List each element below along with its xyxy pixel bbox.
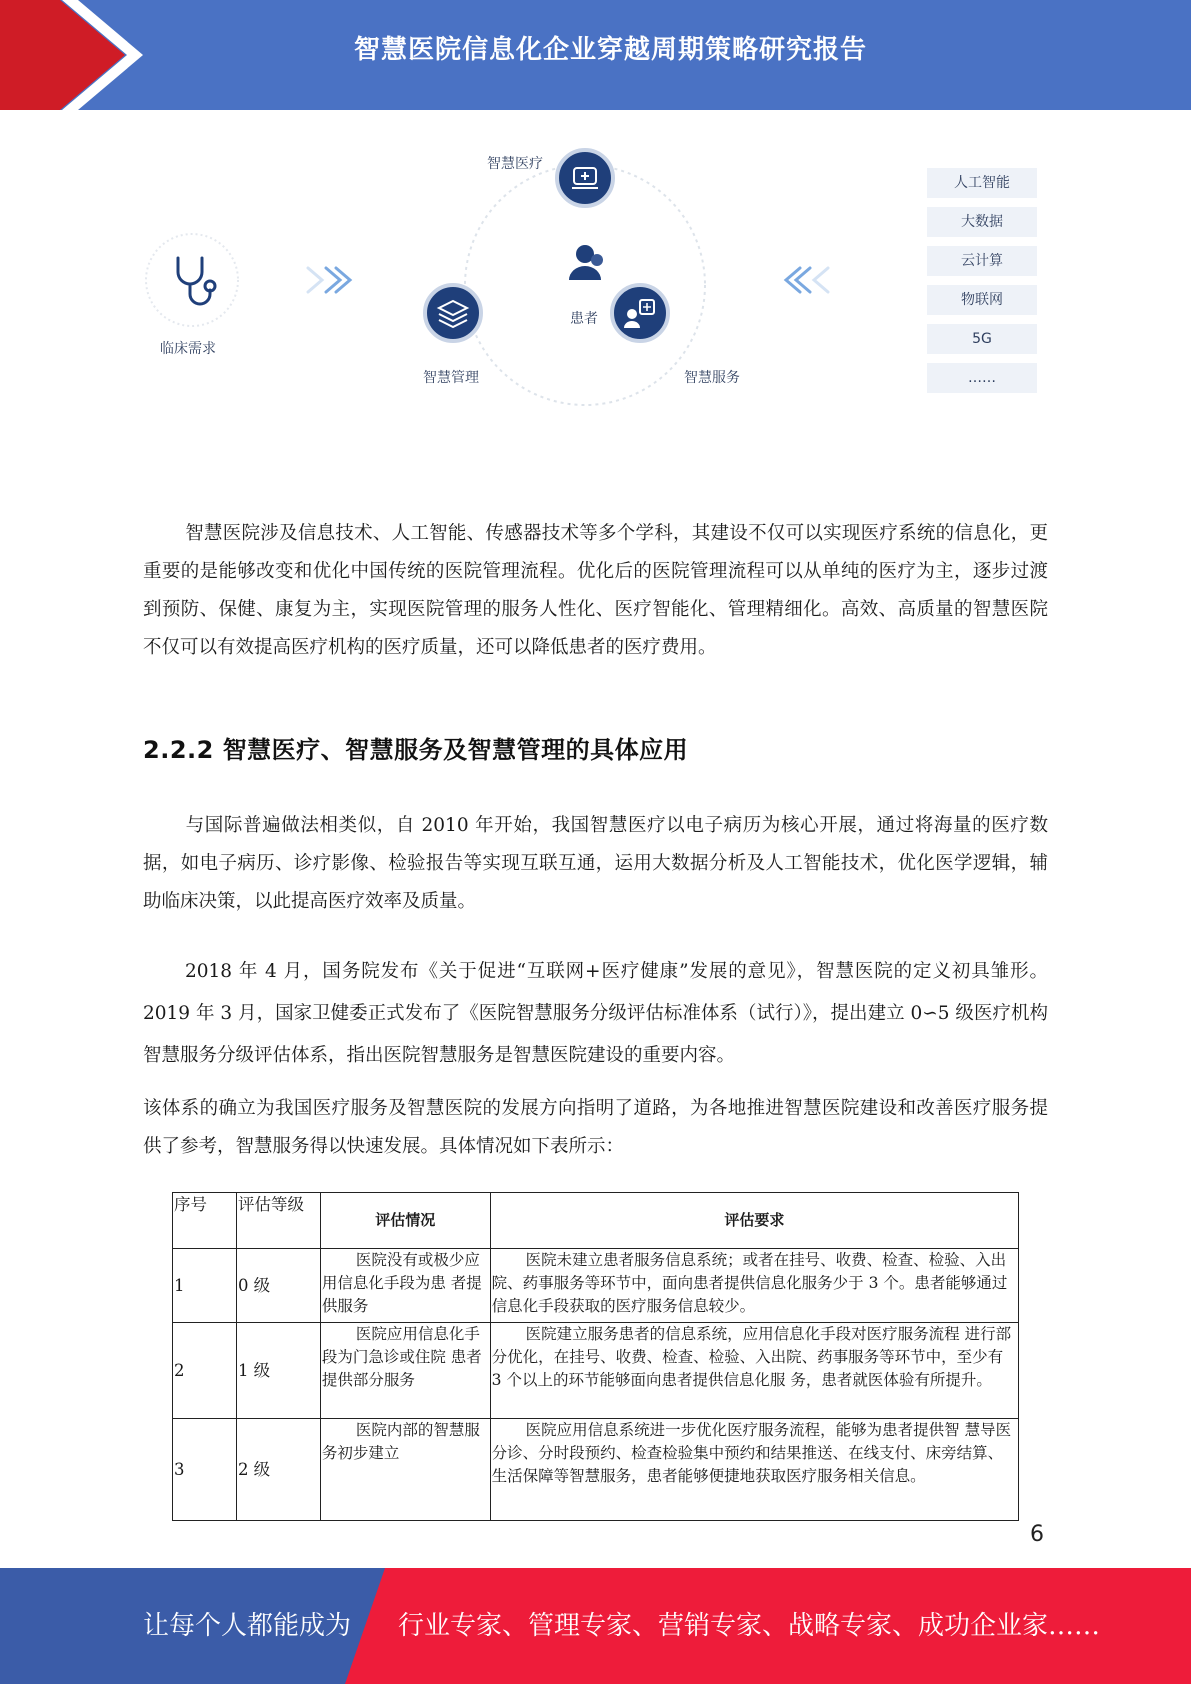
cell-level: 2 级 xyxy=(236,1419,320,1521)
label-clinical-needs: 临床需求 xyxy=(160,341,216,357)
page-number: 6 xyxy=(1030,1522,1044,1547)
table-row xyxy=(173,1323,1019,1419)
smart-hospital-diagram xyxy=(140,130,1060,410)
evaluation-table xyxy=(172,1192,1019,1521)
cell-requirement xyxy=(490,1249,1018,1323)
cell-status xyxy=(320,1323,490,1419)
cell-no: 3 xyxy=(173,1419,237,1521)
label-smart-service: 智慧服务 xyxy=(684,370,740,386)
cell-requirement-text: 医院建立服务患者的信息系统，应用信息化手段对医疗服务流程 进行部分优化，在挂号、收费、检查、检验、入出院、药事服务等环节中，至少有 3 个以上的环节能够面向患者提供信息化服 务，患者就医体验有所提升。 xyxy=(491,1325,1012,1389)
smart-management-icon xyxy=(425,285,481,341)
cell-status-text: 医院没有或极少应 用信息化手段为患 者提供服务 xyxy=(321,1251,482,1315)
cell-requirement xyxy=(490,1323,1018,1419)
cell-status xyxy=(320,1419,490,1521)
paragraph-system-text: 该体系的确立为我国医疗服务及智慧医院的发展方向指明了道路，为各地推进智慧医院建设和改善医疗服务提供了参考，智慧服务得以快速发展。具体情况如下表所示： xyxy=(143,1098,1048,1157)
cell-level: 1 级 xyxy=(236,1323,320,1419)
tech-item-big-data: 大数据 xyxy=(927,207,1037,237)
header-status: 评估情况 xyxy=(320,1193,490,1249)
footer-slogan-right: 行业专家、管理专家、营销专家、战略专家、成功企业家…… xyxy=(398,1611,1101,1641)
table-header-row xyxy=(173,1193,1019,1249)
cell-requirement xyxy=(490,1419,1018,1521)
page-footer xyxy=(0,1568,1191,1684)
label-smart-management: 智慧管理 xyxy=(423,370,479,386)
tech-item-5g: 5G xyxy=(927,324,1037,354)
page-header xyxy=(0,0,1191,110)
header-title: 智慧医院信息化企业穿越周期策略研究报告 xyxy=(353,35,867,65)
cell-status-text: 医院内部的智慧服 务初步建立 xyxy=(321,1421,480,1462)
diagram-graphics xyxy=(140,130,1060,410)
header-requirement: 评估要求 xyxy=(490,1193,1018,1249)
section-heading: 2.2.2 智慧医疗、智慧服务及智慧管理的具体应用 xyxy=(143,736,689,764)
smart-medical-icon xyxy=(557,150,613,206)
cell-level: 0 级 xyxy=(236,1249,320,1323)
table-row xyxy=(173,1419,1019,1521)
table-row xyxy=(173,1249,1019,1323)
cell-requirement-text: 医院未建立患者服务信息系统；或者在挂号、收费、检查、检验、入出院、药事服务等环节中，面向患者提供信息化服务少于 3 个。患者能够通过信息化手段获取的医疗服务信息较少。 xyxy=(491,1251,1008,1315)
cell-no: 2 xyxy=(173,1323,237,1419)
paragraph-system xyxy=(143,1090,1048,1166)
label-smart-medical: 智慧医疗 xyxy=(487,156,543,172)
tech-item-more: …… xyxy=(927,363,1037,393)
footer-slogan-left: 让每个人都能成为 xyxy=(143,1611,352,1641)
cell-no: 1 xyxy=(173,1249,237,1323)
paragraph-intro-text: 智慧医院涉及信息技术、人工智能、传感器技术等多个学科，其建设不仅可以实现医疗系统的信息化，更重要的是能够改变和优化中国传统的医院管理流程。优化后的医院管理流程可以从单纯的医疗为主，逐步过渡到预防、保健、康复为主，实现医院管理的服务人性化、医疗智能化、管理精细化。高效、高质量的智慧医院不仅可以有效提高医疗机构的医疗质量，还可以降低患者的医疗费用。 xyxy=(143,523,1048,658)
smart-service-icon xyxy=(612,285,668,341)
tech-item-iot: 物联网 xyxy=(927,285,1037,315)
tech-item-cloud: 云计算 xyxy=(927,246,1037,276)
patient-icon xyxy=(569,245,603,280)
label-patient: 患者 xyxy=(570,311,598,327)
header-level: 评估等级 xyxy=(236,1193,320,1249)
paragraph-history xyxy=(143,807,1048,921)
double-chevron-right-icon xyxy=(308,268,350,292)
tech-item-ai: 人工智能 xyxy=(927,168,1037,198)
paragraph-policy-text: 2018 年 4 月，国务院发布《关于促进“互联网+医疗健康”发展的意见》，智慧医院的定义初具雏形。2019 年 3 月，国家卫健委正式发布了《医院智慧服务分级评估标准体系（试行）》，提出建立 0∽5 级医疗机构智慧服务分级评估体系，指出医院智慧服务是智慧医院建设的重要内容。 xyxy=(143,961,1048,1066)
cell-status-text: 医院应用信息化手 段为门急诊或住院 患者提供部分服务 xyxy=(321,1325,482,1389)
paragraph-policy xyxy=(143,951,1048,1077)
cell-requirement-text: 医院应用信息系统进一步优化医疗服务流程，能够为患者提供智 慧导医分诊、分时段预约、检查检验集中预约和结果推送、在线支付、床旁结算、生活保障等智慧服务，患者能够便捷地获取医疗服务相关信息。 xyxy=(491,1421,1012,1485)
paragraph-intro xyxy=(143,515,1048,667)
paragraph-history-text: 与国际普遍做法相类似，自 2010 年开始，我国智慧医疗以电子病历为核心开展，通过将海量的医疗数据，如电子病历、诊疗影像、检验报告等实现互联互通，运用大数据分析及人工智能技术，优化医学逻辑，辅助临床决策，以此提高医疗效率及质量。 xyxy=(143,815,1048,912)
double-chevron-left-icon xyxy=(786,268,828,292)
cell-status xyxy=(320,1249,490,1323)
stethoscope-icon xyxy=(146,234,238,326)
header-no: 序号 xyxy=(173,1193,237,1249)
